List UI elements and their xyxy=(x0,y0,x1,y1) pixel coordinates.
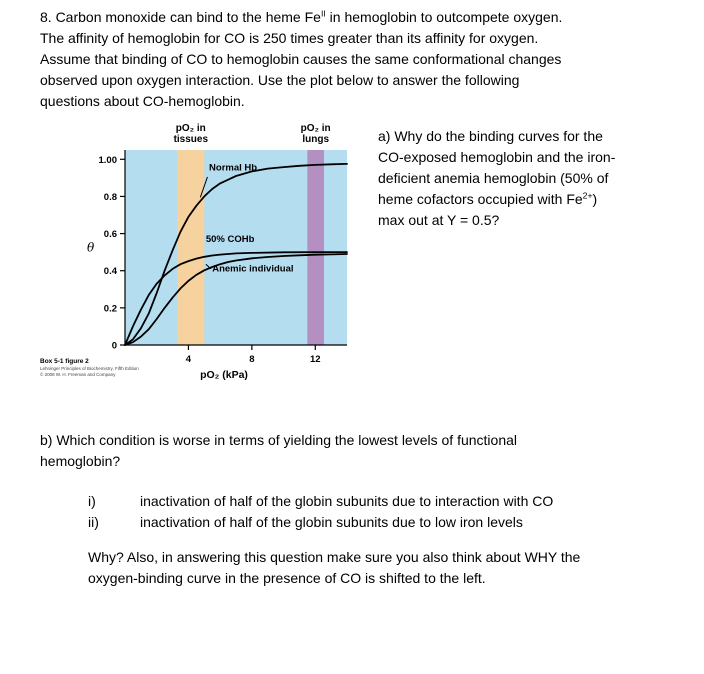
y-tick-label: 0.6 xyxy=(103,229,117,241)
tissues-po2-band xyxy=(177,150,204,345)
choice-item-ii xyxy=(88,512,553,533)
text-segment: 8. Carbon monoxide can bind to the heme Fe xyxy=(40,9,321,25)
text-line: CO-exposed hemoglobin and the iron- xyxy=(378,149,616,165)
x-tick-label: 8 xyxy=(249,354,255,365)
label-normal-hb: Normal Hb xyxy=(209,162,258,174)
text-line: oxygen-binding curve in the presence of CO is shifted to the left. xyxy=(88,570,486,586)
lungs-po2-band-header: pO₂ in lungs xyxy=(300,123,331,145)
text-line xyxy=(40,7,562,28)
choice-marker: ii) xyxy=(88,514,99,530)
x-axis-label: pO₂ (kPa) xyxy=(200,369,248,381)
fe-oxidation-superscript: II xyxy=(320,8,326,19)
label-50-cohb: 50% COHb xyxy=(205,233,255,245)
text-segment: heme cofactors occupied with Fe xyxy=(378,191,583,207)
caption-title: Box 5-1 figure 2 xyxy=(40,358,89,365)
text-line: questions about CO-hemoglobin. xyxy=(40,93,245,109)
choice-item-i xyxy=(88,491,553,512)
y-tick-label: 0.4 xyxy=(103,266,117,278)
fe2-superscript: 2+ xyxy=(582,190,593,201)
text-line: observed upon oxygen interaction. Use the plot below to answer the following xyxy=(40,72,520,88)
y-tick-label: 1.00 xyxy=(98,154,117,166)
choice-text: inactivation of half of the globin subunits due to interaction with CO xyxy=(140,493,554,509)
caption-source: Lehninger Principles of Biochemistry, Fifth Edition xyxy=(40,366,139,372)
label-anemic-individual: Anemic individual xyxy=(212,263,294,275)
binding-curve-chart xyxy=(40,120,360,382)
question-b xyxy=(40,430,517,472)
text-line: The affinity of hemoglobin for CO is 250 times greater than its affinity for oxygen. xyxy=(40,30,539,46)
choice-list xyxy=(88,491,553,533)
text-segment: ) xyxy=(592,191,598,207)
caption-copyright: © 2008 W. H. Freeman and Company xyxy=(40,371,116,377)
y-tick-label: 0.8 xyxy=(103,191,117,203)
x-tick-label: 4 xyxy=(185,354,192,365)
text-line: deficient anemia hemoglobin (50% of xyxy=(378,170,609,186)
text-line: Assume that binding of CO to hemoglobin causes the same conformational changes xyxy=(40,51,562,67)
text-line: hemoglobin? xyxy=(40,453,121,469)
question-a xyxy=(378,126,615,231)
tissues-po2-band-header: pO₂ in tissues xyxy=(173,123,209,145)
text-line: Why? Also, in answering this question make sure you also think about WHY the xyxy=(88,549,581,565)
y-axis-label: θ xyxy=(87,240,95,255)
text-line: a) Why do the binding curves for the xyxy=(378,128,603,144)
figure-caption xyxy=(40,358,139,377)
y-tick-label: 0.2 xyxy=(103,303,117,315)
question-8-intro xyxy=(40,7,562,112)
text-line: b) Which condition is worse in terms of yielding the lowest levels of functional xyxy=(40,432,517,448)
why-note xyxy=(88,547,580,589)
text-line: max out at Y = 0.5? xyxy=(378,212,500,228)
y-tick-label: 0 xyxy=(111,340,117,352)
text-line xyxy=(378,189,615,210)
choice-marker: i) xyxy=(88,493,96,509)
choice-text: inactivation of half of the globin subunits due to low iron levels xyxy=(140,514,523,530)
text-segment: in hemoglobin to outcompete oxygen. xyxy=(325,9,563,25)
binding-curve-figure xyxy=(40,120,376,410)
lungs-po2-band xyxy=(307,150,324,345)
x-tick-label: 12 xyxy=(309,354,321,365)
